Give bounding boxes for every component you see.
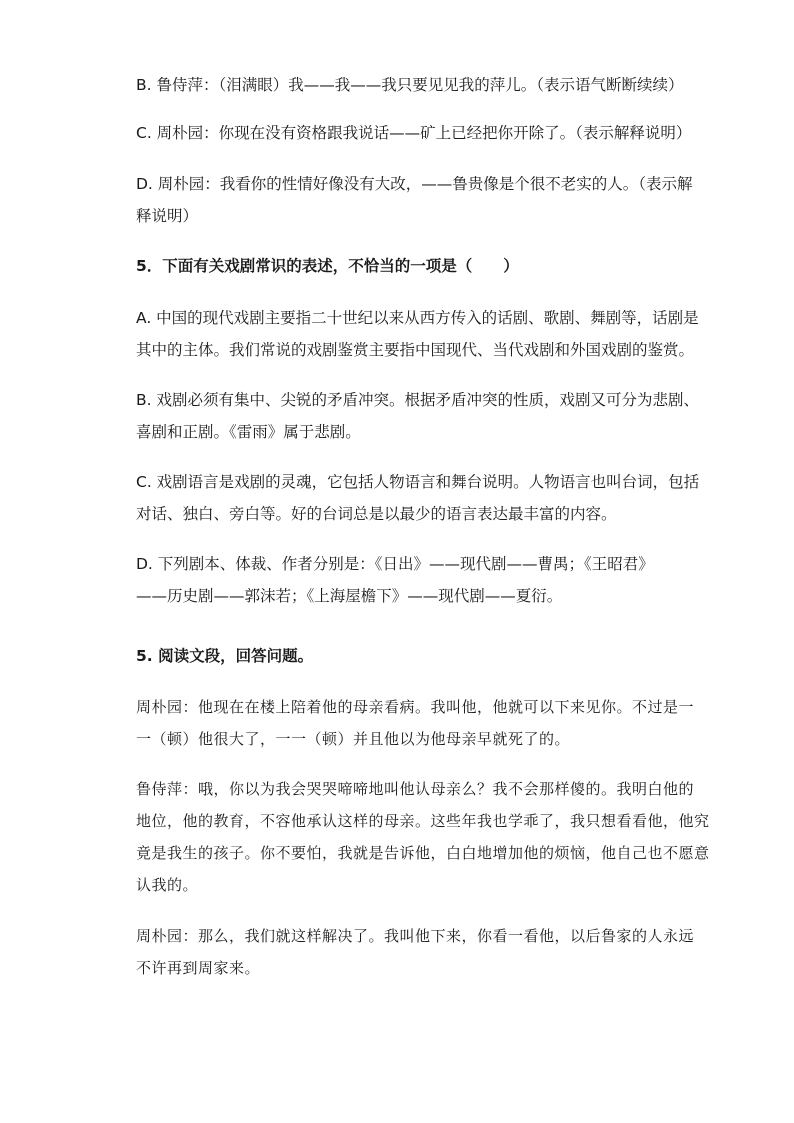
text-line: 喜剧和正剧。《雷雨》属于悲剧。 — [136, 423, 361, 441]
text-line: B. 鲁侍萍：（泪满眼）我——我——我只要见见我的萍儿。（表示语气断断续续） — [136, 76, 684, 94]
text-line: 释说明） — [136, 207, 199, 225]
q4-option-b — [136, 69, 726, 101]
q5-option-a — [136, 302, 726, 366]
q5-option-d — [136, 548, 726, 612]
text-line: A. 中国的现代戏剧主要指二十世纪以来从西方传入的话剧、歌剧、舞剧等，话剧是 — [136, 309, 699, 327]
text-line: 其中的主体。我们常说的戏剧鉴赏主要指中国现代、当代戏剧和外国戏剧的鉴赏。 — [136, 341, 695, 359]
q5-title — [136, 250, 726, 282]
dialogue-lu — [136, 773, 726, 901]
text-line: 周朴园：那么，我们就这样解决了。我叫他下来，你看一看他，以后鲁家的人永远 — [136, 927, 695, 945]
q5-option-c — [136, 466, 726, 530]
reading-title — [136, 640, 726, 672]
text-line: D. 周朴园：我看你的性情好像没有大改，——鲁贵像是个很不老实的人。（表示解 — [136, 175, 693, 193]
q4-option-d — [136, 168, 726, 232]
text-line: 认我的。 — [136, 876, 199, 894]
text-line: 周朴园：他现在在楼上陪着他的母亲看病。我叫他，他就可以下来见你。不过是一 — [136, 698, 695, 716]
q5-option-b — [136, 384, 726, 448]
text-line: C. 戏剧语言是戏剧的灵魂，它包括人物语言和舞台说明。人物语言也叫台词，包括 — [136, 473, 700, 491]
text-line: 不许再到周家来。 — [136, 959, 261, 977]
dialogue-zhou-2 — [136, 920, 726, 984]
text-line: 地位，他的教育，不容他承认这样的母亲。这些年我也学乖了，我只想看看他，他究 — [136, 812, 710, 830]
text-line: D. 下列剧本、体裁、作者分别是：《日出》——现代剧——曹禺；《王昭君》 — [136, 555, 654, 573]
text-line: 对话、独白、旁白等。好的台词总是以最少的语言表达最丰富的内容。 — [136, 505, 617, 523]
text-line: 一（顿）他很大了，一一（顿）并且他以为他母亲早就死了的。 — [136, 730, 571, 748]
text-line: C. 周朴园：你现在没有资格跟我说话——矿上已经把你开除了。（表示解释说明） — [136, 124, 692, 142]
text-line: 竟是我生的孩子。你不要怕，我就是告诉他，白白地增加他的烦恼，他自己也不愿意 — [136, 844, 710, 862]
question-title: 5．下面有关戏剧常识的表述，不恰当的一项是（ ） — [136, 257, 519, 275]
q4-option-c — [136, 117, 726, 149]
text-line: 鲁侍萍：哦，你以为我会哭哭啼啼地叫他认母亲么？我不会那样傻的。我明白他的 — [136, 780, 695, 798]
text-line: ——历史剧——郭沫若；《上海屋檐下》——现代剧——夏衍。 — [136, 587, 563, 605]
text-line: B. 戏剧必须有集中、尖锐的矛盾冲突。根据矛盾冲突的性质，戏剧又可分为悲剧、 — [136, 391, 699, 409]
question-title: 5. 阅读文段，回答问题。 — [136, 647, 314, 665]
dialogue-zhou-1 — [136, 691, 726, 755]
